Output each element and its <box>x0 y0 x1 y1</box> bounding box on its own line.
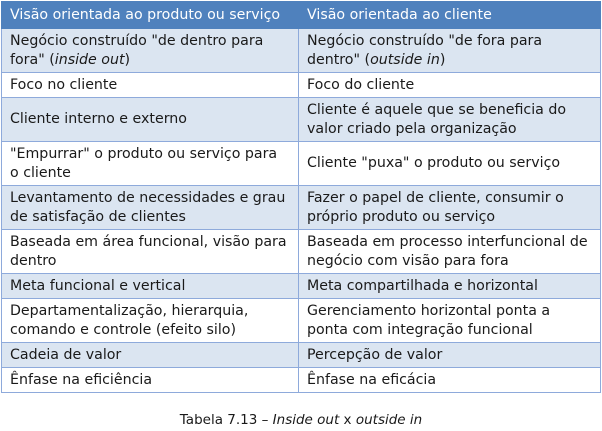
table-row <box>2 73 601 98</box>
table-row <box>2 299 601 343</box>
table-row <box>2 343 601 368</box>
table-cell-left: Levantamento de necessidades e grau de satisfação de clientes <box>2 186 299 230</box>
table-cell-right: Meta compartilhada e horizontal <box>299 274 601 299</box>
table-cell-left: Cadeia de valor <box>2 343 299 368</box>
table-cell-right: Baseada em processo interfuncional de negócio com visão para fora <box>299 230 601 274</box>
table-cell-right: Foco do cliente <box>299 73 601 98</box>
header-customer-view: Visão orientada ao cliente <box>299 2 601 29</box>
table-cell-right: Gerenciamento horizontal ponta a ponta com integração funcional <box>299 299 601 343</box>
table-row <box>2 230 601 274</box>
table-cell-right: Negócio construído "de fora para dentro" (outside in) <box>299 29 601 73</box>
table-row <box>2 186 601 230</box>
table-cell-left: Baseada em área funcional, visão para dentro <box>2 230 299 274</box>
table-cell-right: Cliente "puxa" o produto ou serviço <box>299 142 601 186</box>
table-cell-left: Negócio construído "de dentro para fora" (inside out) <box>2 29 299 73</box>
table-row <box>2 98 601 142</box>
table-cell-right: Ênfase na eficácia <box>299 368 601 393</box>
document-page <box>1 1 600 393</box>
table-cell-left: Departamentalização, hierarquia, comando e controle (efeito silo) <box>2 299 299 343</box>
table-header-row <box>2 2 601 29</box>
table-row <box>2 142 601 186</box>
table-cell-left: Foco no cliente <box>2 73 299 98</box>
table-row <box>2 274 601 299</box>
table-cell-right: Percepção de valor <box>299 343 601 368</box>
table-cell-right: Fazer o papel de cliente, consumir o próprio produto ou serviço <box>299 186 601 230</box>
table-cell-right: Cliente é aquele que se beneficia do valor criado pela organização <box>299 98 601 142</box>
table-cell-left: Meta funcional e vertical <box>2 274 299 299</box>
table-cell-left: Cliente interno e externo <box>2 98 299 142</box>
table-row <box>2 29 601 73</box>
table-row <box>2 368 601 393</box>
header-product-view: Visão orientada ao produto ou serviço <box>2 2 299 29</box>
table-cell-left: "Empurrar" o produto ou serviço para o cliente <box>2 142 299 186</box>
table-caption: Tabela 7.13 – Inside out x outside in <box>179 412 423 428</box>
comparison-table <box>1 1 601 393</box>
table-cell-left: Ênfase na eficiência <box>2 368 299 393</box>
